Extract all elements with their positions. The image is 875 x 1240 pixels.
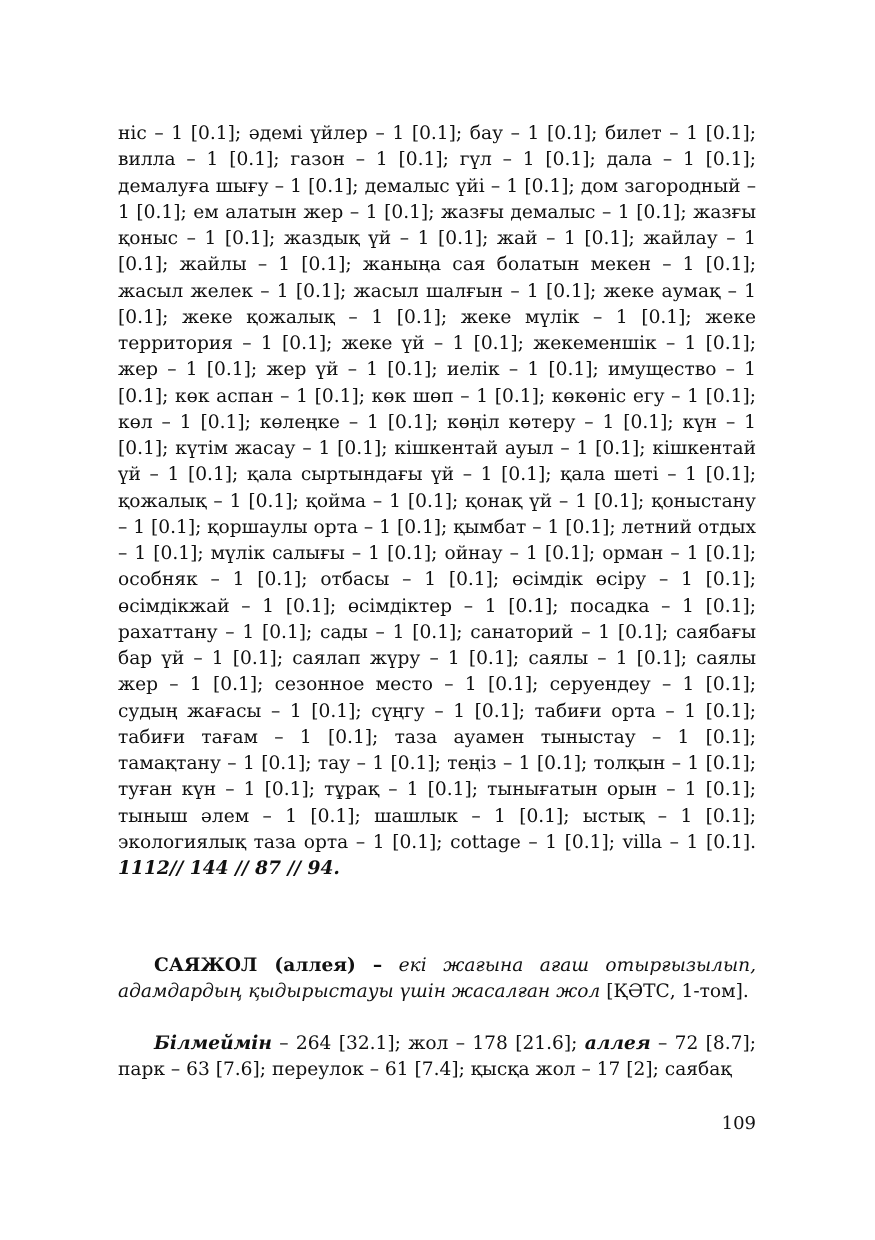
entry-continuation-paragraph xyxy=(118,121,756,882)
response-statistics: 1112// 144 // 87 // 94. xyxy=(118,858,340,879)
association-list: ніс – 1 [0.1]; әдемі үйлер – 1 [0.1]; бау – 1 [0.1]; билет – 1 [0.1]; вилла – 1 [0.1]; газон – 1 [0.1]; гүл – 1 [0.1]; дала – 1 [0.1]; демалуға шығу – 1 [0.1]; демалыс үйі – 1 [0.1]; дом загородный – 1 [0.1]; ем алатын жер – 1 [0.1]; жазғы демалыс – 1 [0.1]; жазғы қоныс – 1 [0.1]; жаздық үй – 1 [0.1]; жай – 1 [0.1]; жайлау – 1 [0.1]; жайлы – 1 [0.1]; жаныңа сая болатын мекен – 1 [0.1]; жасыл желек – 1 [0.1]; жасыл шалғын – 1 [0.1]; жеке аумақ – 1 [0.1]; жеке қожалық – 1 [0.1]; жеке мүлік – 1 [0.1]; жеке территория – 1 [0.1]; жеке үй – 1 [0.1]; жекеменшік – 1 [0.1]; жер – 1 [0.1]; жер үй – 1 [0.1]; иелік – 1 [0.1]; имущество – 1 [0.1]; көк аспан – 1 [0.1]; көк шөп – 1 [0.1]; көкөніс егу – 1 [0.1]; көл – 1 [0.1]; көлеңке – 1 [0.1]; көңіл көтеру – 1 [0.1]; күн – 1 [0.1]; күтім жасау – 1 [0.1]; кішкентай ауыл – 1 [0.1]; кішкентай үй – 1 [0.1]; қала сыртындағы үй – 1 [0.1]; қала шеті – 1 [0.1]; қожалық – 1 [0.1]; қойма – 1 [0.1]; қонақ үй – 1 [0.1]; қоныстану – 1 [0.1]; қоршаулы орта – 1 [0.1]; қымбат – 1 [0.1]; летний отдых – 1 [0.1]; мүлік салығы – 1 [0.1]; ойнау – 1 [0.1]; орман – 1 [0.1]; особняк – 1 [0.1]; отбасы – 1 [0.1]; өсімдік өсіру – 1 [0.1]; өсімдікжай – 1 [0.1]; өсімдіктер – 1 [0.1]; посадка – 1 [0.1]; рахаттану – 1 [0.1]; сады – 1 [0.1]; санаторий – 1 [0.1]; саябағы бар үй – 1 [0.1]; саялап жүру – 1 [0.1]; саялы – 1 [0.1]; саялы жер – 1 [0.1]; сезонное место – 1 [0.1]; серуендеу – 1 [0.1]; судың жағасы – 1 [0.1]; сүңгу – 1 [0.1]; табиғи орта – 1 [0.1]; табиғи тағам – 1 [0.1]; таза ауамен тыныстау – 1 [0.1]; тамақтану – 1 [0.1]; тау – 1 [0.1]; теңіз – 1 [0.1]; толқын – 1 [0.1]; туған күн – 1 [0.1]; тұрақ – 1 [0.1]; тынығатын орын – 1 [0.1]; тыныш әлем – 1 [0.1]; шашлык – 1 [0.1]; ыстық – 1 [0.1]; экологиялық таза орта – 1 [0.1]; cottage – 1 [0.1]; villa – 1 [0.1]. xyxy=(118,123,756,853)
response-alleya: аллея xyxy=(584,1033,651,1054)
response-list-part-2: – 72 [8.7]; парк – 63 [7.6]; переулок – 61 [7.4]; қысқа жол – 17 [2]; саябақ xyxy=(118,1033,756,1081)
entry-headword: САЯЖОЛ (аллея) – xyxy=(154,955,383,976)
responses-paragraph xyxy=(118,1031,756,1084)
entry-source: [ҚӘТС, 1-том]. xyxy=(606,981,749,1003)
response-dont-know: Білмеймін xyxy=(154,1033,272,1054)
entry-definition-paragraph xyxy=(118,953,756,1006)
entry-definition: екі жағына ағаш отырғызылып, адамдардың қыдырыстауы үшін жасалған жол xyxy=(118,955,756,1003)
page-number: 109 xyxy=(721,1113,756,1134)
response-list-part-1: – 264 [32.1]; жол – 178 [21.6]; xyxy=(279,1033,578,1054)
